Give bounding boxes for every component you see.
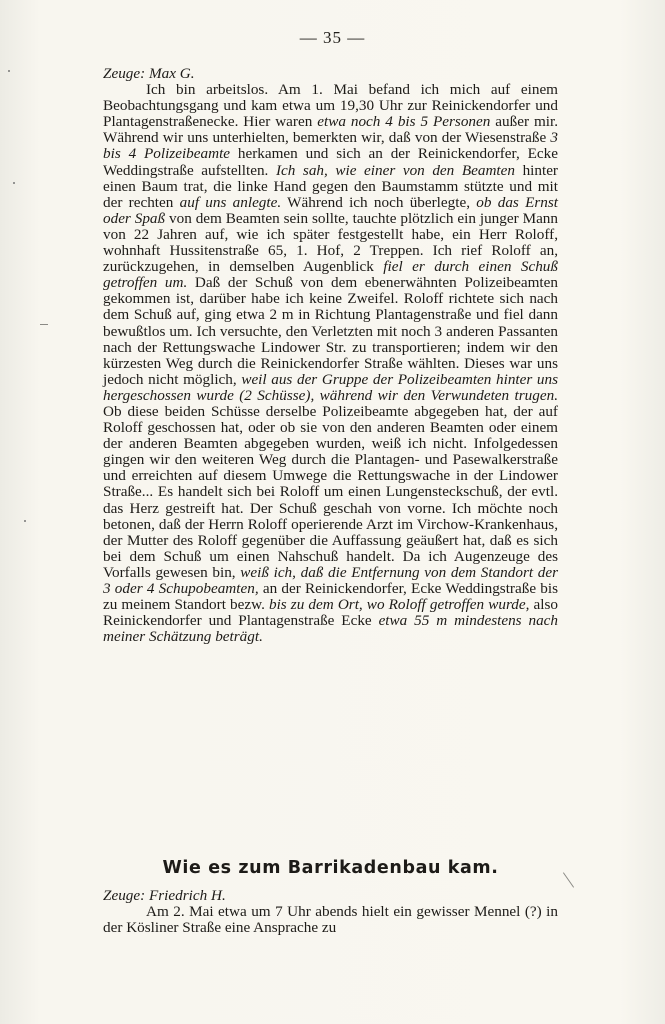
paper-speck [13, 182, 15, 184]
witness-name: Zeuge: Friedrich H. [103, 887, 226, 904]
witness-name: Zeuge: Max G. [103, 65, 195, 82]
testimony-friedrich-h [103, 888, 558, 936]
text-run: von dem Beamten sein sollte, tauchte plötzlich ein junger Mann von 22 Jahren auf, wie ich später festgestellt habe, ein Herr Roloff, wohnhaft Hussitenstraße 65, 1. Hof, 2 Treppen. Ich rief Roloff an, zurückzugehen, in demselben Augenblick [103, 209, 558, 276]
italic-run: bis zu dem Ort, wo Roloff getroffen wurde, [268, 596, 530, 614]
italic-run: etwa noch 4 bis 5 Personen [317, 113, 491, 131]
italic-run: Ich sah, wie einer von den Beamten [275, 161, 515, 179]
italic-run: fiel er durch einen Schuß getroffen um. [103, 258, 558, 292]
paper-speck [8, 70, 10, 72]
text-run: hinter einen Baum trat, die linke Hand gegen den Baumstamm stützte und mit der rechten [103, 161, 558, 211]
italic-run: auf uns anlegte. [179, 193, 282, 211]
text-run: Ich bin arbeitslos. Am 1. Mai befand ich mich auf einem Beobachtungsgang und kam etwa um 19,30 Uhr zur Reinickendorfer und Plantagenstraßenecke. Hier waren [103, 81, 558, 131]
text-run: Ob diese beiden Schüsse derselbe Polizeibeamte abgegeben hat, der auf Roloff geschossen hat, oder ob sie von den anderen Beamten oder einem der anderen Beamten abgegeben wurden, weiß ich nicht. Infolgedessen gingen wir den weiteren Weg durch die Plantagen- und Pasewalkerstraße und erreichten auf diesem Umwege die Rettungswache in der Lindower Straße... Es handelt sich bei Roloff um einen Lungensteckschuß, der evtl. das Herz gestreift hat. Der Schuß geschah von vorne. Ich möchte noch betonen, daß der Herrn Roloff operierende Arzt im Virchow-Krankenhaus, der Mutter des Roloff gegenüber die Auffassung geäußert hat, daß es sich bei dem Schuß um einen Nahschuß handelt. Da ich Augenzeuge des Vorfalls gewesen bin, [103, 402, 558, 581]
text-run: also Reinickendorfer und Plantagenstraße Ecke [103, 596, 559, 630]
testimony-max-g [103, 66, 558, 645]
testimony-paragraph [103, 904, 558, 936]
text-run: Am 2. Mai etwa um 7 Uhr abends hielt ein gewisser Mennel (?) in der Kösliner Straße eine Ansprache zu [103, 903, 558, 937]
text-run: Daß der Schuß von dem ebenerwähnten Polizeibeamten gekommen ist, darüber habe ich keine Zweifel. Roloff richtete sich nach dem Schuß auf, ging etwa 2 m in Richtung Plantagenstraße und fiel dann bewußtlos um. Ich versuchte, den Verletzten mit noch 3 anderen Passanten nach der Rettungswache Lindower Str. zu transportieren; indem wir den kürzesten Weg durch die Reinickendorfer Straße wählten. Dieses war uns jedoch nicht möglich, [103, 274, 558, 388]
italic-run: ob das Ernst oder Spaß [103, 193, 558, 227]
margin-mark-right [563, 872, 574, 887]
margin-mark-left [40, 324, 48, 325]
text-run: Während ich noch überlegte, [281, 193, 477, 211]
paper-speck [24, 520, 26, 522]
text-run: an der Reinickendorfer, Ecke Weddingstraße bis zu meinem Standort bezw. [103, 580, 559, 614]
text-run: außer mir. Während wir uns unterhielten, bemerkten wir, daß von der Wiesenstraße [103, 113, 558, 147]
italic-run: 3 bis 4 Polizeibeamte [103, 129, 558, 163]
text-run: herkamen und sich an der Reinickendorfer, Ecke Weddingstraße aufstellten. [103, 145, 558, 179]
italic-run: weil aus der Gruppe der Polizeibeamten hinter uns hergeschossen wurde (2 Schüsse), während wir den Verwundeten trugen. [103, 370, 559, 404]
section-heading: Wie es zum Barrikadenbau kam. [162, 858, 499, 878]
italic-run: weiß ich, daß die Entfernung von dem Standort der 3 oder 4 Schupobeamten, [103, 563, 558, 597]
testimony-paragraph [103, 82, 558, 645]
page-number: — 35 — [299, 28, 366, 47]
italic-run: etwa 55 m mindestens nach meiner Schätzung beträgt. [103, 612, 559, 646]
